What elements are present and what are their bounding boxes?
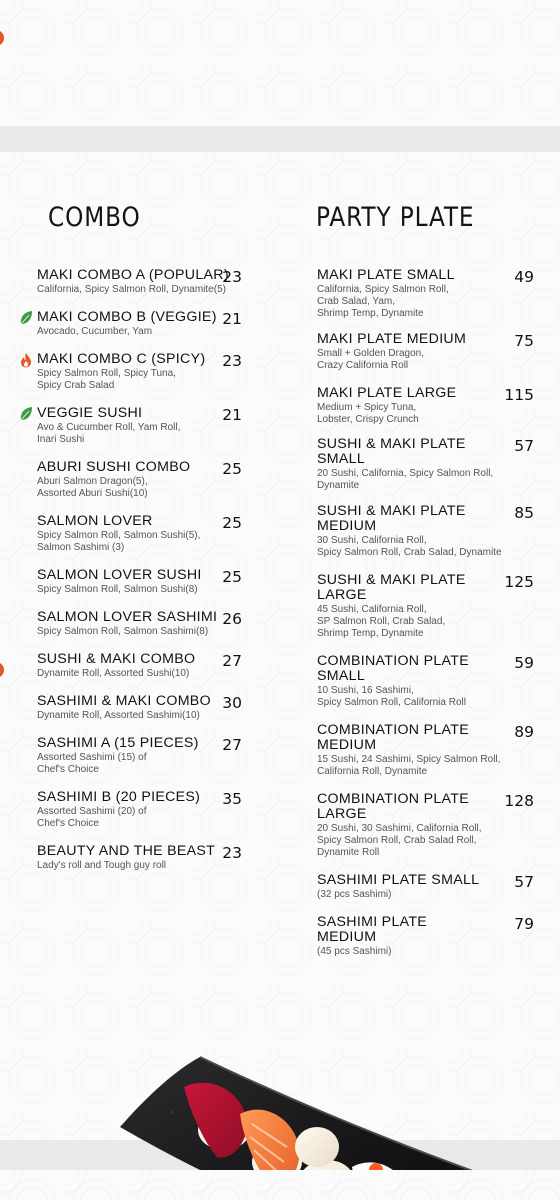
party-plate-section-title: PARTY PLATE <box>316 202 475 233</box>
menu-item-price: 125 <box>504 573 534 591</box>
menu-item-description: California, Spicy Salmon Roll, Dynamite(5) <box>37 284 226 295</box>
menu-item-price: 57 <box>514 437 534 455</box>
menu-item-price: 85 <box>514 504 534 522</box>
menu-item <box>317 915 534 958</box>
menu-item <box>37 736 242 776</box>
menu-item-description: Lady's roll and Tough guy roll <box>37 860 167 871</box>
menu-item-price: 23 <box>222 268 242 286</box>
menu-item-name: SUSHI & MAKI PLATE MEDIUM <box>317 503 466 534</box>
menu-item-description: Spicy Salmon Roll, Salmon Sashimi(8) <box>37 626 209 637</box>
menu-item <box>37 790 242 830</box>
menu-item-description: (32 pcs Sashimi) <box>317 889 392 900</box>
menu-item-description: Dynamite Roll, Assorted Sashimi(10) <box>37 710 200 721</box>
menu-item-name: COMBINATION PLATE SMALL <box>317 653 469 684</box>
menu-item-price: 35 <box>222 790 242 808</box>
menu-item-price: 25 <box>222 568 242 586</box>
menu-item-name: SASHIMI A (15 PIECES) <box>37 735 199 751</box>
menu-item <box>317 386 534 426</box>
menu-item-description: 15 Sushi, 24 Sashimi, Spicy Salmon Roll, California Roll, Dynamite <box>317 754 501 777</box>
menu-item-price: 59 <box>514 654 534 672</box>
menu-item-description: 20 Sushi, 30 Sashimi, California Roll, Spicy Salmon Roll, Crab Salad Roll, Dynamite Roll <box>317 823 482 858</box>
menu-item <box>317 504 534 559</box>
menu-item-price: 115 <box>504 386 534 404</box>
menu-item <box>37 352 242 392</box>
menu-item-description: 45 Sushi, California Roll, SP Salmon Roll, Crab Salad, Shrimp Temp, Dynamite <box>317 604 446 639</box>
menu-item-description: Aburi Salmon Dragon(5), Assorted Aburi Sushi(10) <box>37 476 148 499</box>
menu-item-name: SUSHI & MAKI COMBO <box>37 651 196 667</box>
menu-item-price: 128 <box>504 792 534 810</box>
menu-item-price: 89 <box>514 723 534 741</box>
menu-page-top <box>0 0 560 126</box>
menu-item-description: (45 pcs Sashimi) <box>317 946 392 957</box>
menu-item-description: Assorted Sashimi (15) of Chef's Choice <box>37 752 147 775</box>
menu-item-name: SALMON LOVER <box>37 513 153 529</box>
menu-item-name: MAKI COMBO B (VEGGIE) <box>37 309 217 325</box>
menu-item <box>317 268 534 320</box>
menu-item-price: 27 <box>222 652 242 670</box>
menu-item-price: 21 <box>222 406 242 424</box>
menu-item-description: Spicy Salmon Roll, Spicy Tuna, Spicy Crab Salad <box>37 368 176 391</box>
menu-item-name: SUSHI & MAKI PLATE LARGE <box>317 572 466 603</box>
menu-item-price: 23 <box>222 352 242 370</box>
menu-item-price: 21 <box>222 310 242 328</box>
menu-page-bottom <box>0 1170 560 1200</box>
menu-item-name: BEAUTY AND THE BEAST <box>37 843 216 859</box>
menu-item-name: SALMON LOVER SUSHI <box>37 567 202 583</box>
menu-item <box>317 332 534 372</box>
menu-item-description: 20 Sushi, California, Spicy Salmon Roll, Dynamite <box>317 468 494 491</box>
menu-item <box>37 652 242 680</box>
menu-item-description: Avocado, Cucumber, Yam <box>37 326 153 337</box>
menu-item-name: SALMON LOVER SASHIMI <box>37 609 218 625</box>
combo-section-title: COMBO <box>48 202 141 233</box>
menu-item-name: COMBINATION PLATE LARGE <box>317 791 469 822</box>
menu-item-price: 26 <box>222 610 242 628</box>
menu-item-name: SASHIMI & MAKI COMBO <box>37 693 211 709</box>
menu-item-price: 57 <box>514 873 534 891</box>
menu-item <box>37 268 242 296</box>
menu-item-price: 23 <box>222 844 242 862</box>
menu-item-name: SUSHI & MAKI PLATE SMALL <box>317 436 466 467</box>
menu-item-description: 30 Sushi, California Roll, Spicy Salmon Roll, Crab Salad, Dynamite <box>317 535 502 558</box>
menu-item-name: SASHIMI PLATE MEDIUM <box>317 914 428 945</box>
menu-item <box>317 792 534 859</box>
menu-item-name: MAKI PLATE SMALL <box>317 267 455 283</box>
menu-item-description: Spicy Salmon Roll, Salmon Sushi(5), Salmon Sashimi (3) <box>37 530 201 553</box>
menu-item <box>317 873 534 901</box>
menu-item-description: 10 Sushi, 16 Sashimi, Spicy Salmon Roll, California Roll <box>317 685 466 708</box>
flame-icon-partial <box>0 662 4 678</box>
menu-item-name: MAKI COMBO C (SPICY) <box>37 351 206 367</box>
menu-item <box>317 573 534 640</box>
menu-item-price: 25 <box>222 460 242 478</box>
menu-item-price: 49 <box>514 268 534 286</box>
menu-item-name: SASHIMI B (20 PIECES) <box>37 789 201 805</box>
menu-item-name: COMBINATION PLATE MEDIUM <box>317 722 469 753</box>
menu-item <box>37 844 242 872</box>
menu-item-description: California, Spicy Salmon Roll, Crab Salad, Yam, Shrimp Temp, Dynamite <box>317 284 449 319</box>
menu-item <box>317 723 534 778</box>
menu-item <box>37 406 242 446</box>
flame-icon <box>19 352 33 368</box>
menu-item <box>37 694 242 722</box>
menu-item <box>37 310 242 338</box>
menu-item <box>37 568 242 596</box>
menu-page <box>0 152 560 1140</box>
menu-item-description: Small + Golden Dragon, Crazy California Roll <box>317 348 425 371</box>
menu-item-price: 75 <box>514 332 534 350</box>
menu-item-description: Avo & Cucumber Roll, Yam Roll, Inari Sushi <box>37 422 181 445</box>
menu-item-description: Medium + Spicy Tuna, Lobster, Crispy Crunch <box>317 402 419 425</box>
menu-item-price: 79 <box>514 915 534 933</box>
menu-item-name: MAKI PLATE LARGE <box>317 385 457 401</box>
menu-item <box>317 654 534 709</box>
menu-item-description: Spicy Salmon Roll, Salmon Sushi(8) <box>37 584 198 595</box>
menu-item-name: VEGGIE SUSHI <box>37 405 143 421</box>
menu-item-price: 30 <box>222 694 242 712</box>
menu-item-name: MAKI COMBO A (POPULAR) <box>37 267 229 283</box>
menu-item-description: Dynamite Roll, Assorted Sushi(10) <box>37 668 190 679</box>
menu-item <box>37 514 242 554</box>
leaf-icon <box>19 310 33 326</box>
menu-item-price: 27 <box>222 736 242 754</box>
menu-item-name: ABURI SUSHI COMBO <box>37 459 191 475</box>
leaf-icon <box>19 406 33 422</box>
menu-item <box>37 460 242 500</box>
menu-item-name: SASHIMI PLATE SMALL <box>317 872 480 888</box>
menu-item-price: 25 <box>222 514 242 532</box>
flame-icon-partial <box>0 30 4 46</box>
menu-item-name: MAKI PLATE MEDIUM <box>317 331 467 347</box>
menu-item <box>37 610 242 638</box>
menu-item <box>317 437 534 492</box>
menu-item-description: Assorted Sashimi (20) of Chef's Choice <box>37 806 147 829</box>
